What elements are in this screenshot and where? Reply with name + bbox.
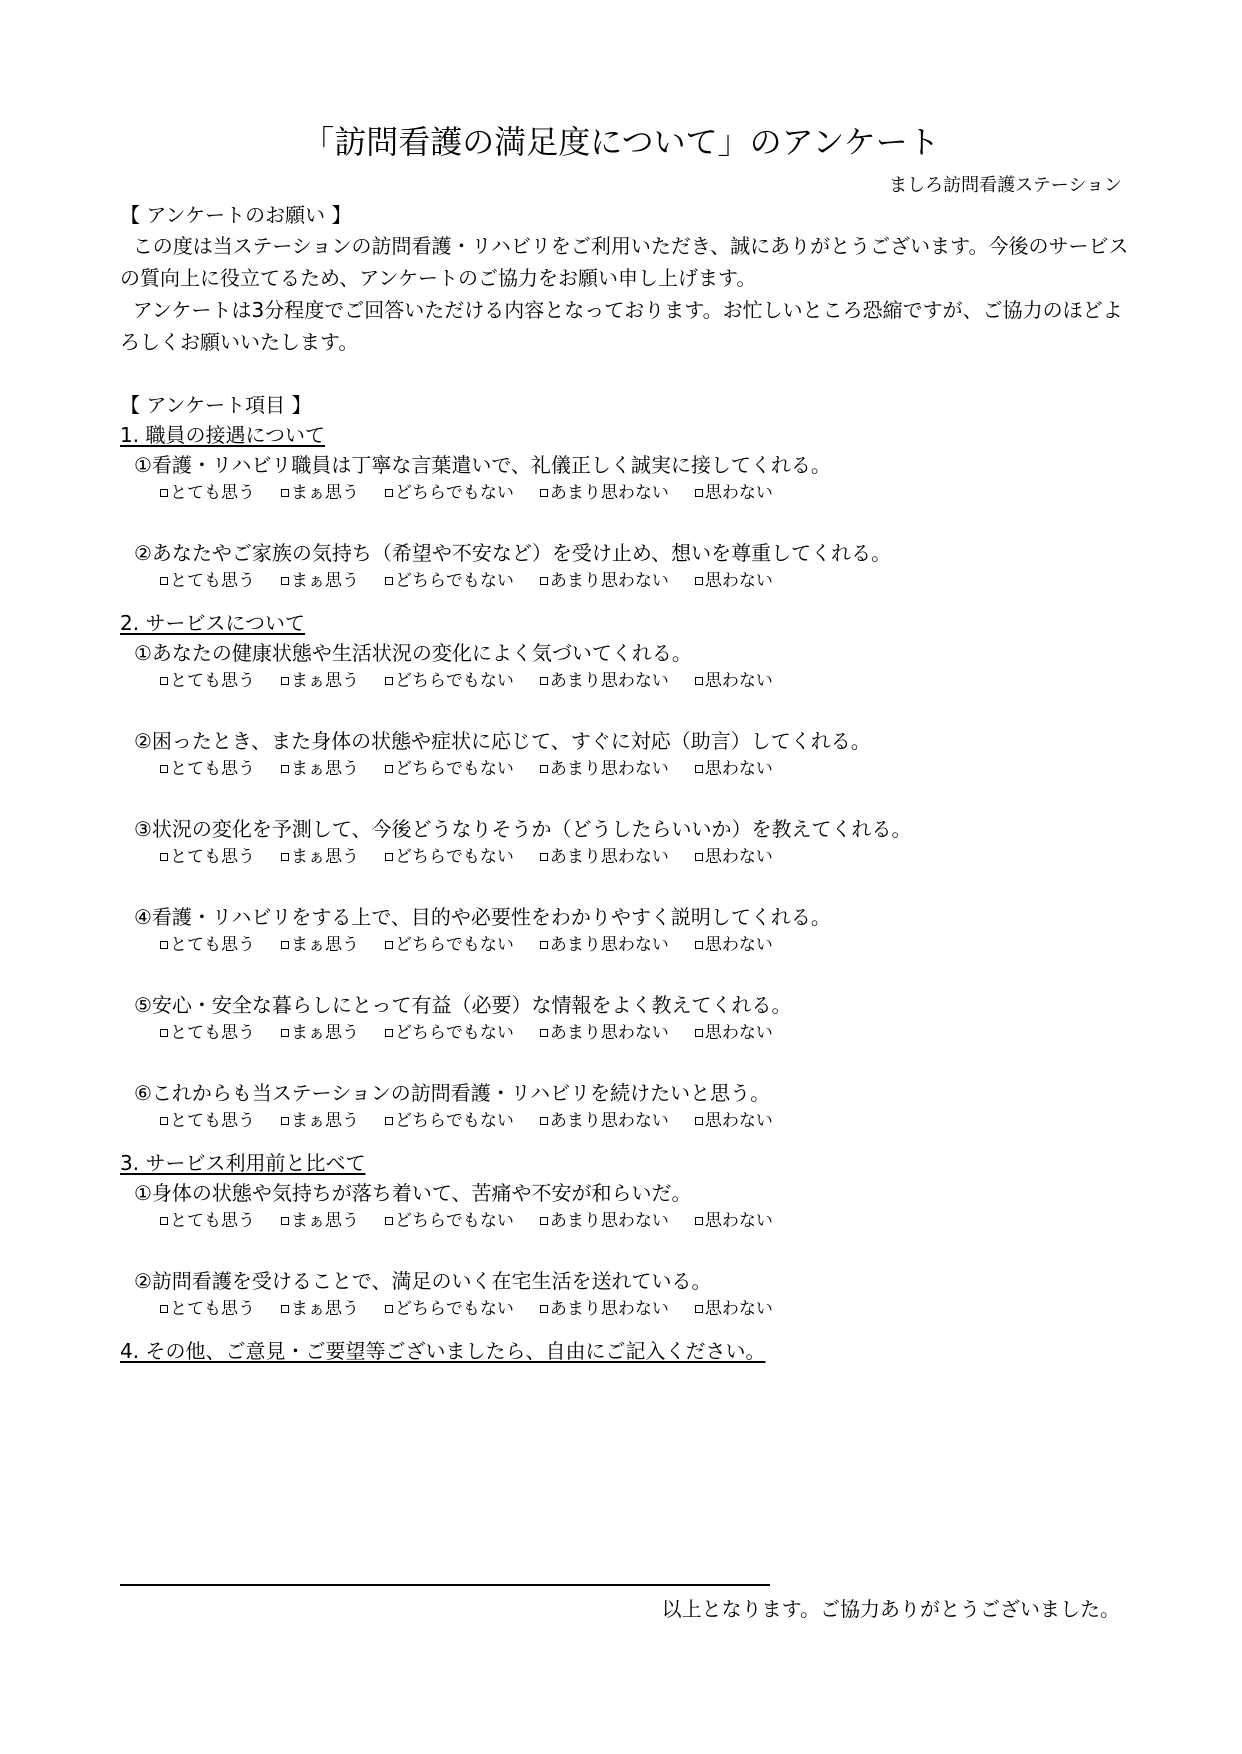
question-text: ①看護・リハビリ職員は丁寧な言葉遣いで、礼儀正しく誠実に接してくれる。 [134,453,831,477]
answer-option-label: 思わない [704,1023,773,1043]
answer-option-label: あまり思わない [549,1111,669,1131]
answer-option[interactable] [540,568,669,594]
answer-option-label: まぁ思う [291,847,359,867]
checkbox-icon[interactable] [281,577,289,585]
checkbox-icon[interactable] [281,1117,289,1125]
answer-option[interactable] [281,568,359,594]
request-heading: 【 アンケートのお願い 】 [120,203,352,227]
answer-option-label: 思わない [704,671,773,691]
answer-option-label: とても思う [170,671,255,691]
checkbox-icon[interactable] [540,853,548,861]
answer-option[interactable] [281,1296,359,1322]
question-text: ②あなたやご家族の気持ち（希望や不安など）を受け止め、想いを尊重してくれる。 [134,541,892,565]
checkbox-icon[interactable] [160,765,168,773]
answer-option[interactable] [695,480,773,506]
answer-option-label: 思わない [704,1211,773,1231]
answer-option-label: とても思う [170,935,255,955]
answer-option[interactable] [540,844,669,870]
answer-option[interactable] [385,756,514,782]
answer-option-label: まぁ思う [291,1111,359,1131]
checkbox-icon[interactable] [281,765,289,773]
section-title: 1. 職員の接遇について [120,423,326,447]
question-item [120,450,1130,506]
answer-option-label: あまり思わない [549,1023,669,1043]
checkbox-icon[interactable] [695,489,703,497]
answer-option-label: どちらでもない [395,571,514,591]
answer-option-label: あまり思わない [549,483,669,503]
checkbox-icon[interactable] [695,765,703,773]
question-item [120,538,1130,594]
answer-option[interactable] [385,1108,514,1134]
question-text: ⑤安心・安全な暮らしにとって有益（必要）な情報をよく教えてくれる。 [134,993,792,1017]
answer-options [160,1208,1130,1234]
answer-options [160,1020,1130,1046]
checkbox-icon[interactable] [385,1029,393,1037]
answer-option-label: まぁ思う [291,483,359,503]
answer-option-label: とても思う [170,1299,255,1319]
answer-option[interactable] [695,568,773,594]
answer-options [160,568,1130,594]
answer-option-label: あまり思わない [549,1211,669,1231]
answer-option-label: まぁ思う [291,671,359,691]
answer-options [160,480,1130,506]
question-text: ④看護・リハビリをする上で、目的や必要性をわかりやすく説明してくれる。 [134,905,831,929]
answer-option-label: あまり思わない [549,571,669,591]
answer-option[interactable] [695,1296,773,1322]
checkbox-icon[interactable] [385,853,393,861]
checkbox-icon[interactable] [160,1029,168,1037]
answer-options [160,1108,1130,1134]
answer-option[interactable] [281,756,359,782]
checkbox-icon[interactable] [540,1217,548,1225]
question-text: ①身体の状態や気持ちが落ち着いて、苦痛や不安が和らいだ。 [134,1181,692,1205]
answer-option-label: まぁ思う [291,571,359,591]
answer-option-label: あまり思わない [549,671,669,691]
page-title: 「訪問看護の満足度について」のアンケート [302,123,940,161]
checkbox-icon[interactable] [160,1117,168,1125]
question-item [120,726,1130,782]
checkbox-icon[interactable] [281,1029,289,1037]
question-text: ⑥これからも当ステーションの訪問看護・リハビリを続けたいと思う。 [134,1081,771,1105]
survey-body [120,200,1130,1366]
question-item [120,814,1130,870]
answer-option-label: 思わない [704,1299,773,1319]
answer-option-label: 思わない [704,483,773,503]
checkbox-icon[interactable] [695,677,703,685]
answer-option-label: どちらでもない [395,1111,514,1131]
checkbox-icon[interactable] [281,853,289,861]
checkbox-icon[interactable] [695,1217,703,1225]
answer-option[interactable] [385,932,514,958]
answer-option-label: どちらでもない [395,483,514,503]
answer-option[interactable] [540,1208,669,1234]
comment-write-line[interactable] [120,1584,770,1586]
answer-option[interactable] [540,1108,669,1134]
checkbox-icon[interactable] [281,677,289,685]
question-text: ③状況の変化を予測して、今後どうなりそうか（どうしたらいいか）を教えてくれる。 [134,817,912,841]
answer-option-label: 思わない [704,1111,773,1131]
answer-option[interactable] [160,480,255,506]
answer-option-label: あまり思わない [549,935,669,955]
closing-message: 以上となります。ご協力ありがとうございました。 [661,1597,1120,1621]
checkbox-icon[interactable] [160,489,168,497]
answer-option-label: あまり思わない [549,847,669,867]
answer-option-label: あまり思わない [549,1299,669,1319]
checkbox-icon[interactable] [385,941,393,949]
answer-option-label: どちらでもない [395,847,514,867]
question-item [120,638,1130,694]
answer-option[interactable] [281,480,359,506]
answer-option[interactable] [695,668,773,694]
answer-option-label: とても思う [170,1023,255,1043]
answer-option-label: まぁ思う [291,1211,359,1231]
answer-option[interactable] [160,1108,255,1134]
checkbox-icon[interactable] [540,577,548,585]
question-text: ①あなたの健康状態や生活状況の変化によく気づいてくれる。 [134,641,692,665]
answer-option-label: まぁ思う [291,759,359,779]
checkbox-icon[interactable] [281,489,289,497]
answer-option-label: どちらでもない [395,1299,514,1319]
checkbox-icon[interactable] [385,1217,393,1225]
answer-option[interactable] [281,844,359,870]
answer-option-label: まぁ思う [291,935,359,955]
answer-option-label: とても思う [170,759,255,779]
answer-option-label: とても思う [170,571,255,591]
checkbox-icon[interactable] [540,1305,548,1313]
checkbox-icon[interactable] [540,489,548,497]
answer-option-label: 思わない [704,571,773,591]
answer-options [160,844,1130,870]
checkbox-icon[interactable] [695,577,703,585]
checkbox-icon[interactable] [385,489,393,497]
answer-options [160,1296,1130,1322]
answer-option[interactable] [540,668,669,694]
answer-option-label: とても思う [170,1211,255,1231]
checkbox-icon[interactable] [385,765,393,773]
checkbox-icon[interactable] [160,1305,168,1313]
answer-option-label: まぁ思う [291,1023,359,1043]
answer-option[interactable] [160,568,255,594]
answer-option-label: 思わない [704,847,773,867]
answer-option-label: とても思う [170,847,255,867]
section-title: 3. サービス利用前と比べて [120,1151,366,1175]
checkbox-icon[interactable] [540,941,548,949]
question-item [120,1078,1130,1134]
answer-option[interactable] [160,668,255,694]
checkbox-icon[interactable] [540,1117,548,1125]
answer-option[interactable] [540,480,669,506]
question-item [120,1178,1130,1234]
answer-option[interactable] [281,1020,359,1046]
answer-option[interactable] [281,668,359,694]
checkbox-icon[interactable] [695,941,703,949]
answer-options [160,756,1130,782]
checkbox-icon[interactable] [695,1305,703,1313]
answer-option[interactable] [540,1020,669,1046]
answer-option[interactable] [540,756,669,782]
checkbox-icon[interactable] [695,1117,703,1125]
answer-option[interactable] [695,1020,773,1046]
items-heading: 【 アンケート項目 】 [120,393,312,417]
answer-option[interactable] [695,1108,773,1134]
question-text: ②訪問看護を受けることで、満足のいく在宅生活を送れている。 [134,1269,712,1293]
answer-option[interactable] [281,1208,359,1234]
checkbox-icon[interactable] [385,1117,393,1125]
answer-option-label: とても思う [170,1111,255,1131]
answer-option-label: どちらでもない [395,1023,514,1043]
checkbox-icon[interactable] [281,941,289,949]
question-item [120,902,1130,958]
answer-option[interactable] [385,1296,514,1322]
answer-option[interactable] [540,1296,669,1322]
answer-option[interactable] [160,1296,255,1322]
answer-option[interactable] [281,1108,359,1134]
request-paragraph-1: この度は当ステーションの訪問看護・リハビリをご利用いただき、誠にありがとうございます。今後のサービスの質向上に役立てるため、アンケートのご協力をお願い申し上げます。 [120,234,1129,290]
free-comment-heading: 4. その他、ご意見・ご要望等ございましたら、自由にご記入ください。 [120,1339,766,1363]
answer-option-label: どちらでもない [395,935,514,955]
answer-option-label: あまり思わない [549,759,669,779]
checkbox-icon[interactable] [281,1305,289,1313]
organization-name: ましろ訪問看護ステーション [889,175,1122,196]
answer-option[interactable] [385,668,514,694]
answer-options [160,932,1130,958]
answer-option-label: 思わない [704,935,773,955]
question-text: ②困ったとき、また身体の状態や症状に応じて、すぐに対応（助言）してくれる。 [134,729,871,753]
answer-option[interactable] [160,1208,255,1234]
checkbox-icon[interactable] [160,1217,168,1225]
answer-option[interactable] [695,756,773,782]
answer-option-label: どちらでもない [395,759,514,779]
question-item [120,990,1130,1046]
answer-option[interactable] [160,756,255,782]
answer-option-label: まぁ思う [291,1299,359,1319]
answer-option[interactable] [160,1020,255,1046]
checkbox-icon[interactable] [160,853,168,861]
checkbox-icon[interactable] [385,1305,393,1313]
question-item [120,1266,1130,1322]
survey-sections [120,420,1130,1322]
answer-option-label: どちらでもない [395,671,514,691]
answer-option[interactable] [385,1020,514,1046]
answer-option[interactable] [385,844,514,870]
checkbox-icon[interactable] [540,765,548,773]
checkbox-icon[interactable] [540,677,548,685]
answer-option[interactable] [385,1208,514,1234]
answer-option[interactable] [695,844,773,870]
checkbox-icon[interactable] [160,577,168,585]
checkbox-icon[interactable] [540,1029,548,1037]
answer-options [160,668,1130,694]
checkbox-icon[interactable] [385,577,393,585]
checkbox-icon[interactable] [695,853,703,861]
checkbox-icon[interactable] [281,1217,289,1225]
answer-option-label: とても思う [170,483,255,503]
answer-option[interactable] [281,932,359,958]
checkbox-icon[interactable] [160,941,168,949]
checkbox-icon[interactable] [160,677,168,685]
answer-option-label: 思わない [704,759,773,779]
answer-option[interactable] [385,568,514,594]
request-paragraph-2: アンケートは3分程度でご回答いただける内容となっております。お忙しいところ恐縮ですが、ご協力のほどよろしくお願いいたします。 [120,298,1123,354]
answer-option[interactable] [540,932,669,958]
answer-option-label: どちらでもない [395,1211,514,1231]
answer-option[interactable] [695,932,773,958]
answer-option[interactable] [385,480,514,506]
section-title: 2. サービスについて [120,611,306,635]
answer-option[interactable] [160,844,255,870]
checkbox-icon[interactable] [695,1029,703,1037]
checkbox-icon[interactable] [385,677,393,685]
answer-option[interactable] [695,1208,773,1234]
answer-option[interactable] [160,932,255,958]
